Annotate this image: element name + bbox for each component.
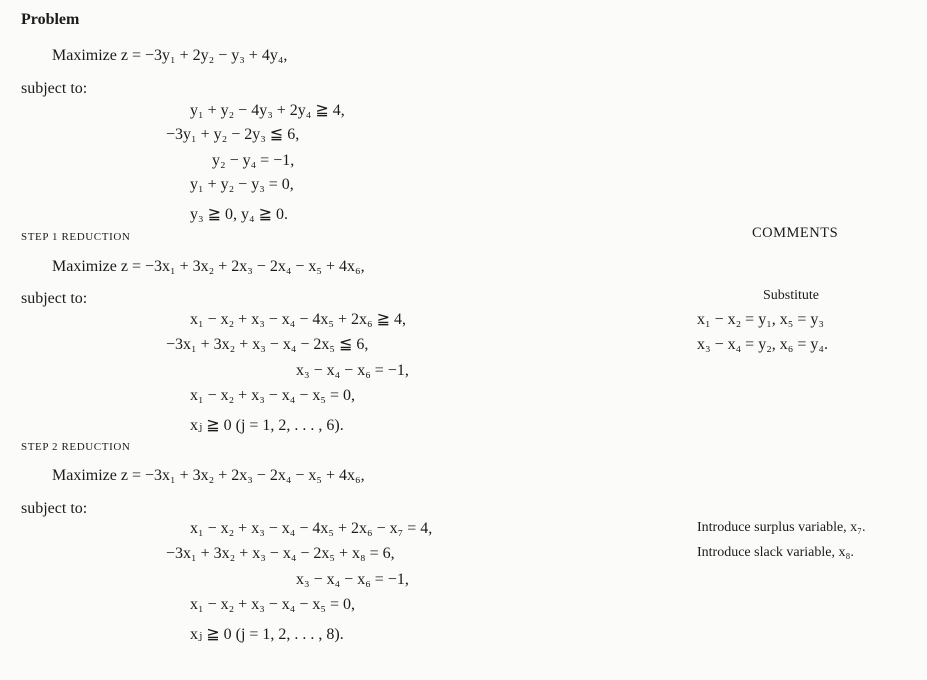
page-title: Problem	[21, 11, 80, 28]
step1-constraint-2: −3x₁ + 3x₂ + x₃ − x₄ − 2x₅ ≦ 6,	[166, 336, 369, 353]
comments-heading: COMMENTS	[752, 225, 839, 241]
step2-nonnegativity: xⱼ ≧ 0 (j = 1, 2, . . . , 8).	[190, 626, 344, 643]
step1-constraint-3: x₃ − x₄ − x₆ = −1,	[296, 362, 409, 379]
step1-nonnegativity: xⱼ ≧ 0 (j = 1, 2, . . . , 6).	[190, 417, 344, 434]
step1-objective: Maximize z = −3x₁ + 3x₂ + 2x₃ − 2x₄ − x₅ + 4x₆,	[52, 258, 365, 275]
problem-objective: Maximize z = −3y₁ + 2y₂ − y₃ + 4y₄,	[52, 47, 288, 64]
step2-objective: Maximize z = −3x₁ + 3x₂ + 2x₃ − 2x₄ − x₅ + 4x₆,	[52, 467, 365, 484]
comment-substitute-line-1: x₁ − x₂ = y₁, x₅ = y₃	[697, 311, 824, 328]
step1-heading: STEP 1 REDUCTION	[21, 231, 131, 243]
comment-substitute-label: Substitute	[763, 288, 820, 303]
problem-constraint-2: −3y₁ + y₂ − 2y₃ ≦ 6,	[166, 126, 300, 143]
step2-subject-to: subject to:	[21, 500, 88, 517]
problem-nonnegativity: y₃ ≧ 0, y₄ ≧ 0.	[190, 206, 288, 223]
comment-surplus-variable: Introduce surplus variable, x₇.	[697, 520, 866, 535]
comment-substitute-line-2: x₃ − x₄ = y₂, x₆ = y₄.	[697, 336, 828, 353]
problem-constraint-1: y₁ + y₂ − 4y₃ + 2y₄ ≧ 4,	[190, 102, 345, 119]
step2-constraint-1: x₁ − x₂ + x₃ − x₄ − 4x₅ + 2x₆ − x₇ = 4,	[190, 520, 433, 537]
step2-constraint-2: −3x₁ + 3x₂ + x₃ − x₄ − 2x₅ + x₈ = 6,	[166, 545, 395, 562]
comment-slack-variable: Introduce slack variable, x₈.	[697, 545, 854, 560]
problem-constraint-4: y₁ + y₂ − y₃ = 0,	[190, 176, 294, 193]
step2-heading: STEP 2 REDUCTION	[21, 441, 131, 453]
problem-subject-to: subject to:	[21, 80, 88, 97]
step2-constraint-4: x₁ − x₂ + x₃ − x₄ − x₅ = 0,	[190, 596, 356, 613]
step1-constraint-1: x₁ − x₂ + x₃ − x₄ − 4x₅ + 2x₆ ≧ 4,	[190, 311, 406, 328]
problem-constraint-3: y₂ − y₄ = −1,	[212, 152, 295, 169]
step2-constraint-3: x₃ − x₄ − x₆ = −1,	[296, 571, 409, 588]
step1-subject-to: subject to:	[21, 290, 88, 307]
step1-constraint-4: x₁ − x₂ + x₃ − x₄ − x₅ = 0,	[190, 387, 356, 404]
